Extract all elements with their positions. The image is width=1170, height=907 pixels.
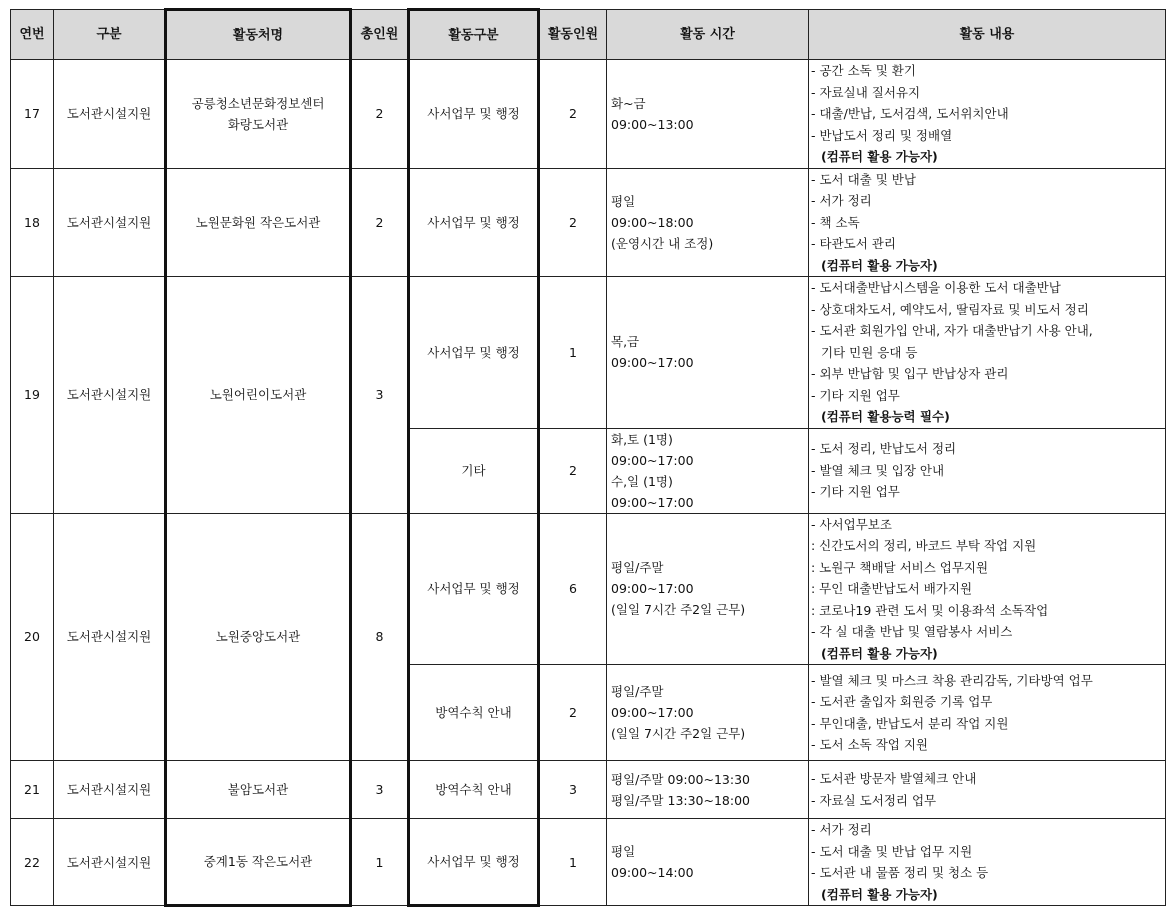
row-total: 2 <box>351 60 409 169</box>
activity-time <box>607 819 809 906</box>
content-line: - 도서관 출입자 회원증 기록 업무 <box>811 694 993 709</box>
content-line: - 도서 대출 및 반납 <box>811 171 916 187</box>
time-line: 화~금 <box>611 95 646 111</box>
activity-count: 1 <box>539 819 607 906</box>
time-line: 화,토 (1명) <box>611 431 673 447</box>
requirement-note: (컴퓨터 활용능력 필수) <box>821 409 950 424</box>
row-category: 도서관시설지원 <box>54 277 166 514</box>
row-number: 21 <box>11 761 54 819</box>
header-row <box>11 10 1166 60</box>
content-line: - 각 실 대출 반납 및 열람봉사 서비스 <box>811 624 1013 639</box>
time-line: 09:00~17:00 <box>611 705 694 720</box>
row-total: 1 <box>351 819 409 906</box>
time-line: 평일/주말 <box>611 560 664 576</box>
place-line: 노원문화원 작은도서관 <box>195 214 321 230</box>
content-line: - 발열 체크 및 입장 안내 <box>811 462 945 478</box>
row-place <box>166 513 351 761</box>
content-line: - 기타 지원 업무 <box>811 484 900 500</box>
activity-time <box>607 665 809 761</box>
activity-type: 기타 <box>409 428 539 513</box>
activity-content <box>809 761 1166 819</box>
volunteer-activity-table <box>10 8 1166 907</box>
table-row <box>11 277 1166 429</box>
header-category: 구분 <box>54 10 166 60</box>
activity-time <box>607 168 809 277</box>
content-line: - 외부 반납함 및 입구 반납상자 관리 <box>811 366 1009 381</box>
content-line: - 자료실내 질서유지 <box>811 84 921 100</box>
content-line: - 도서 정리, 반납도서 정리 <box>811 441 957 457</box>
activity-time <box>607 761 809 819</box>
content-line: - 책 소독 <box>811 214 860 230</box>
content-line: - 도서 소독 작업 지원 <box>811 737 929 752</box>
time-line: 09:00~17:00 <box>611 494 694 510</box>
time-line: 목,금 <box>611 334 640 350</box>
content-line: - 도서대출반납시스템을 이용한 도서 대출반납 <box>811 280 1061 295</box>
content-line: - 발열 체크 및 마스크 착용 관리감독, 기타방역 업무 <box>811 672 1093 688</box>
time-line: (일일 7시간 주2일 근무) <box>611 726 746 741</box>
content-line: - 타관도서 관리 <box>811 236 896 251</box>
activity-content <box>809 819 1166 906</box>
table-row <box>11 60 1166 169</box>
row-category: 도서관시설지원 <box>54 168 166 277</box>
content-line: - 자료실 도서정리 업무 <box>811 792 937 808</box>
time-line: 09:00~17:00 <box>611 355 694 371</box>
content-line: - 상호대차도서, 예약도서, 딸림자료 및 비도서 정리 <box>811 301 1089 317</box>
time-line: 09:00~17:00 <box>611 452 694 468</box>
activity-type: 방역수칙 안내 <box>409 665 539 761</box>
row-total: 3 <box>351 761 409 819</box>
content-line: - 서가 정리 <box>811 822 872 837</box>
activity-count: 1 <box>539 277 607 429</box>
table-row <box>11 513 1166 665</box>
time-line: 평일/주말 <box>611 684 664 699</box>
time-line: 09:00~18:00 <box>611 214 694 230</box>
place-line: 공릉청소년문화정보센터 <box>191 95 325 111</box>
activity-content <box>809 60 1166 169</box>
row-total: 3 <box>351 277 409 514</box>
content-line: - 반납도서 정리 및 정배열 <box>811 127 953 143</box>
row-place <box>166 277 351 514</box>
time-line: 수,일 (1명) <box>611 473 673 489</box>
time-line: 평일 <box>611 844 636 859</box>
time-line: (운영시간 내 조정) <box>611 235 714 251</box>
content-line: - 도서관 회원가입 안내, 자가 대출반납기 사용 안내, <box>811 323 1093 338</box>
activity-content <box>809 428 1166 513</box>
time-line: (일일 7시간 주2일 근무) <box>611 602 746 618</box>
content-line: - 기타 지원 업무 <box>811 387 900 403</box>
table-row <box>11 168 1166 277</box>
row-category: 도서관시설지원 <box>54 60 166 169</box>
activity-count: 6 <box>539 513 607 665</box>
content-line: : 신간도서의 정리, 바코드 부탁 작업 지원 <box>811 538 1037 553</box>
content-line: : 코로나19 관련 도서 및 이용좌석 소독작업 <box>811 602 1049 618</box>
row-place <box>166 819 351 906</box>
activity-count: 2 <box>539 665 607 761</box>
content-line: : 무인 대출반납도서 배가지원 <box>811 581 973 596</box>
place-line: 화랑도서관 <box>227 116 289 132</box>
activity-count: 2 <box>539 168 607 277</box>
activity-type: 사서업무 및 행정 <box>409 277 539 429</box>
activity-content <box>809 168 1166 277</box>
activity-type: 방역수칙 안내 <box>409 761 539 819</box>
activity-type: 사서업무 및 행정 <box>409 513 539 665</box>
requirement-note: (컴퓨터 활용 가능자) <box>821 149 938 164</box>
activity-count: 3 <box>539 761 607 819</box>
row-number: 19 <box>11 277 54 514</box>
requirement-note: (컴퓨터 활용 가능자) <box>821 645 938 661</box>
content-line: - 공간 소독 및 환기 <box>811 63 916 78</box>
row-place <box>166 168 351 277</box>
activity-type: 사서업무 및 행정 <box>409 819 539 906</box>
activity-type: 사서업무 및 행정 <box>409 168 539 277</box>
content-line: : 노원구 책배달 서비스 업무지원 <box>811 559 989 575</box>
time-line: 평일/주말 13:30~18:00 <box>611 792 751 808</box>
header-total: 총인원 <box>351 10 409 60</box>
header-place: 활동처명 <box>166 10 351 60</box>
content-line: - 도서관 내 물품 정리 및 청소 등 <box>811 865 989 880</box>
header-activity-type: 활동구분 <box>409 10 539 60</box>
activity-time <box>607 277 809 429</box>
table-row <box>11 761 1166 819</box>
table-row <box>11 819 1166 906</box>
place-line: 노원중앙도서관 <box>215 629 301 645</box>
row-number: 22 <box>11 819 54 906</box>
row-place <box>166 60 351 169</box>
time-line: 09:00~17:00 <box>611 581 694 597</box>
activity-count: 2 <box>539 60 607 169</box>
activity-content <box>809 513 1166 665</box>
header-activity-time: 활동 시간 <box>607 10 809 60</box>
row-place <box>166 761 351 819</box>
activity-count: 2 <box>539 428 607 513</box>
requirement-note: (컴퓨터 활용 가능자) <box>821 257 938 273</box>
content-line: - 대출/반납, 도서검색, 도서위치안내 <box>811 106 1009 121</box>
row-category: 도서관시설지원 <box>54 513 166 761</box>
activity-time <box>607 428 809 513</box>
row-category: 도서관시설지원 <box>54 819 166 906</box>
content-line: - 도서관 방문자 발열체크 안내 <box>811 771 977 786</box>
place-line: 노원어린이도서관 <box>209 387 307 403</box>
row-number: 18 <box>11 168 54 277</box>
header-activity-content: 활동 내용 <box>809 10 1166 60</box>
activity-content <box>809 277 1166 429</box>
place-line: 중계1동 작은도서관 <box>203 854 313 869</box>
row-number: 17 <box>11 60 54 169</box>
activity-content <box>809 665 1166 761</box>
content-line: - 무인대출, 반납도서 분리 작업 지원 <box>811 715 1009 731</box>
activity-type: 사서업무 및 행정 <box>409 60 539 169</box>
row-category: 도서관시설지원 <box>54 761 166 819</box>
row-total: 8 <box>351 513 409 761</box>
time-line: 평일 <box>611 193 636 209</box>
content-line: - 도서 대출 및 반납 업무 지원 <box>811 843 973 859</box>
activity-time <box>607 60 809 169</box>
row-total: 2 <box>351 168 409 277</box>
header-no: 연번 <box>11 10 54 60</box>
activity-time <box>607 513 809 665</box>
row-number: 20 <box>11 513 54 761</box>
content-line: - 서가 정리 <box>811 193 872 208</box>
place-line: 불암도서관 <box>227 782 289 797</box>
header-activity-count: 활동인원 <box>539 10 607 60</box>
requirement-note: (컴퓨터 활용 가능자) <box>821 886 938 902</box>
time-line: 09:00~13:00 <box>611 116 694 132</box>
content-line: 기타 민원 응대 등 <box>821 344 918 360</box>
content-line: - 사서업무보조 <box>811 516 892 532</box>
time-line: 09:00~14:00 <box>611 865 694 880</box>
time-line: 평일/주말 09:00~13:30 <box>611 771 751 787</box>
